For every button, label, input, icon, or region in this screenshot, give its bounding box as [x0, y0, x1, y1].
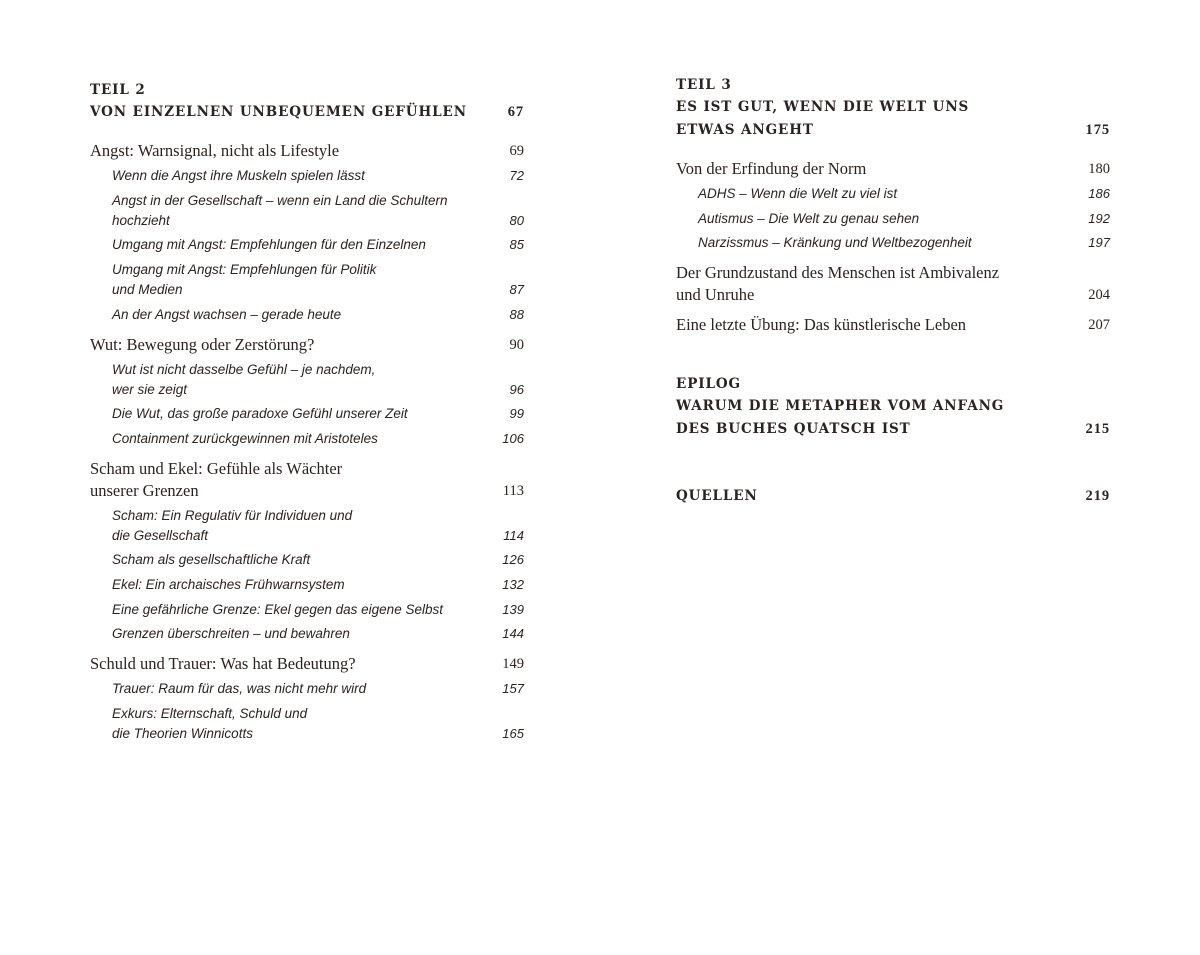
epilog-title-entry — [676, 418, 1110, 440]
page-number: 96 — [509, 382, 524, 397]
subsection-entry — [112, 506, 524, 546]
chapter-entry — [676, 158, 1110, 180]
page-number: 204 — [1088, 287, 1110, 303]
subsection-title: Wenn die Angst ihre Muskeln spielen lässt — [112, 168, 365, 183]
part-title-entry — [90, 101, 524, 123]
part-title-entry — [676, 119, 1110, 141]
page-number: 67 — [507, 104, 524, 120]
page-number: 80 — [509, 213, 524, 228]
page-number: 175 — [1085, 122, 1110, 138]
page-number: 90 — [509, 337, 524, 353]
page-number: 99 — [509, 406, 524, 421]
subsection-entry — [112, 679, 524, 699]
chapter-entry — [90, 140, 524, 162]
epilog-label: EPILOG — [676, 376, 741, 392]
chapter-title: Schuld und Trauer: Was hat Bedeutung? — [90, 654, 356, 673]
page-number: 165 — [502, 726, 524, 741]
page-number: 69 — [509, 143, 524, 159]
page-number: 113 — [502, 483, 524, 499]
page-number: 192 — [1088, 211, 1110, 226]
subsection-title: Ekel: Ein archaisches Frühwarnsystem — [112, 577, 345, 592]
subsection-entry — [112, 624, 524, 644]
page-number: 207 — [1088, 317, 1110, 333]
chapter-entry — [90, 653, 524, 675]
chapter-entry — [90, 334, 524, 356]
subsection-entry — [112, 235, 524, 255]
chapter-title: Der Grundzustand des Menschen ist Ambivalenz und Unruhe — [676, 263, 1000, 304]
epilog-title: WARUM DIE METAPHER VOM ANFANG — [676, 398, 1005, 414]
chapter-title: Angst: Warnsignal, nicht als Lifestyle — [90, 141, 340, 160]
epilog-title: DES BUCHES QUATSCH IST — [676, 421, 911, 437]
page-number: 215 — [1085, 421, 1110, 437]
subsection-title: Scham: Ein Regulativ für Individuen und die Gesellschaft — [112, 508, 353, 543]
subsection-entry — [698, 184, 1110, 204]
quellen-label: QUELLEN — [676, 488, 758, 504]
subsection-title: An der Angst wachsen – gerade heute — [112, 307, 342, 322]
page-number: 85 — [509, 237, 524, 252]
subsection-entry — [112, 575, 524, 595]
page-number: 157 — [502, 681, 524, 696]
part-title: VON EINZELNEN UNBEQUEMEN GEFÜHLEN — [90, 104, 467, 120]
chapter-entry — [676, 314, 1110, 336]
subsection-title: Exkurs: Elternschaft, Schuld und die Theorien Winnicotts — [112, 706, 308, 741]
subsection-entry — [112, 704, 524, 744]
subsection-entry — [112, 191, 524, 231]
page-number: 114 — [503, 528, 524, 543]
subsection-entry — [698, 209, 1110, 229]
page-number: 88 — [509, 307, 524, 322]
quellen-entry — [676, 485, 1110, 507]
subsection-entry — [112, 260, 524, 300]
subsection-title: Trauer: Raum für das, was nicht mehr wird — [112, 681, 367, 696]
page-number: 186 — [1088, 186, 1110, 201]
page-number: 87 — [509, 282, 524, 297]
subsection-title: ADHS – Wenn die Welt zu viel ist — [698, 186, 898, 201]
subsection-title: Wut ist nicht dasselbe Gefühl – je nachdem, wer sie zeigt — [112, 362, 376, 397]
chapter-title: Scham und Ekel: Gefühle als Wächter unserer Grenzen — [90, 459, 343, 500]
page-number: 126 — [502, 552, 524, 567]
subsection-entry — [112, 550, 524, 570]
page-number: 219 — [1085, 488, 1110, 504]
page-number: 180 — [1088, 161, 1110, 177]
page-number: 132 — [502, 577, 524, 592]
part-label: TEIL 3 — [676, 77, 732, 93]
subsection-entry — [112, 600, 524, 620]
subsection-title: Eine gefährliche Grenze: Ekel gegen das eigene Selbst — [112, 602, 443, 617]
chapter-title: Eine letzte Übung: Das künstlerische Leben — [676, 315, 967, 334]
subsection-title: Umgang mit Angst: Empfehlungen für den Einzelnen — [112, 237, 426, 252]
page-number: 144 — [502, 626, 524, 641]
subsection-title: Narzissmus – Kränkung und Weltbezogenheit — [698, 235, 972, 250]
subsection-title: Autismus – Die Welt zu genau sehen — [698, 211, 920, 226]
chapter-entry — [90, 458, 524, 502]
subsection-entry — [112, 305, 524, 325]
part-title: ES IST GUT, WENN DIE WELT UNS — [676, 99, 970, 115]
chapter-title: Von der Erfindung der Norm — [676, 159, 867, 178]
subsection-title: Die Wut, das große paradoxe Gefühl unserer Zeit — [112, 406, 408, 421]
part-title: ETWAS ANGEHT — [676, 122, 814, 138]
subsection-title: Umgang mit Angst: Empfehlungen für Politik und Medien — [112, 262, 377, 297]
subsection-entry — [112, 360, 524, 400]
subsection-entry — [112, 404, 524, 424]
subsection-title: Scham als gesellschaftliche Kraft — [112, 552, 311, 567]
page-number: 197 — [1088, 235, 1110, 250]
chapter-title: Wut: Bewegung oder Zerstörung? — [90, 335, 315, 354]
subsection-title: Grenzen überschreiten – und bewahren — [112, 626, 350, 641]
subsection-entry — [112, 429, 524, 449]
page-number: 106 — [502, 431, 524, 446]
page-number: 139 — [502, 602, 524, 617]
chapter-entry — [676, 262, 1110, 306]
subsection-title: Containment zurückgewinnen mit Aristoteles — [112, 431, 378, 446]
subsection-entry — [698, 233, 1110, 253]
page-number: 149 — [502, 656, 524, 672]
subsection-entry — [112, 166, 524, 186]
page-number: 72 — [509, 168, 524, 183]
part-label: TEIL 2 — [90, 82, 146, 98]
subsection-title: Angst in der Gesellschaft – wenn ein Land die Schultern hochzieht — [112, 193, 448, 228]
